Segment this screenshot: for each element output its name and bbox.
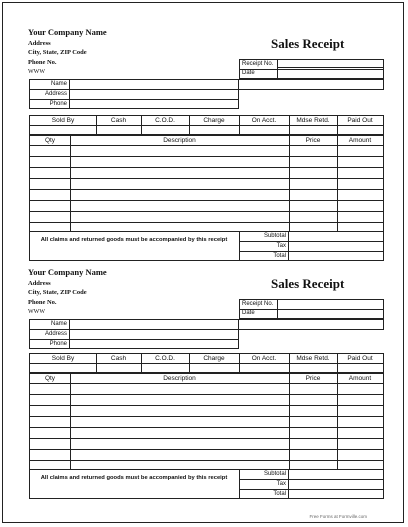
charge-header: Charge xyxy=(203,117,225,124)
company-address: Address xyxy=(28,40,51,47)
cod-header: C.O.D. xyxy=(155,355,175,362)
claims-text: All claims and returned goods must be accompanied by this receipt xyxy=(40,237,228,243)
company-web: WWW xyxy=(28,69,45,75)
date-label: Date xyxy=(242,310,255,316)
claims-text: All claims and returned goods must be accompanied by this receipt xyxy=(40,475,228,481)
company-name: Your Company Name xyxy=(28,27,107,37)
payment-table xyxy=(29,115,384,135)
qty-header: Qty xyxy=(44,375,56,382)
company-web: WWW xyxy=(28,309,45,315)
payment-table xyxy=(29,353,384,373)
customer-box xyxy=(29,319,239,349)
customer-address-label: Address xyxy=(44,331,67,337)
footer-credit: Free Forms at Formville.com xyxy=(309,514,367,519)
amount-header: Amount xyxy=(348,137,372,144)
amount-header: Amount xyxy=(348,375,372,382)
receipt-bottom xyxy=(3,243,405,501)
customer-address-label: Address xyxy=(44,91,67,97)
company-phone: Phone No. xyxy=(28,59,57,66)
receipt-title: Sales Receipt xyxy=(271,276,345,291)
on-account-header: On Acct. xyxy=(251,117,277,124)
paid-out-header: Paid Out xyxy=(347,117,373,124)
customer-phone-label: Phone xyxy=(49,101,67,107)
price-header: Price xyxy=(305,375,321,382)
customer-name-field-line[interactable] xyxy=(239,319,384,320)
price-header: Price xyxy=(305,137,321,144)
tax-label: Tax xyxy=(276,243,286,249)
receipt-info-box xyxy=(239,299,384,319)
right-border xyxy=(383,59,384,89)
total-label: Total xyxy=(273,253,286,259)
items-table xyxy=(29,135,384,232)
description-header: Description xyxy=(163,137,196,144)
cash-header: Cash xyxy=(110,117,127,124)
on-account-header: On Acct. xyxy=(251,355,277,362)
total-label: Total xyxy=(273,491,286,497)
sold-by-header: Sold By xyxy=(51,355,75,362)
items-table xyxy=(29,373,384,470)
merchandise-returned-header: Mdse Retd. xyxy=(296,355,330,362)
description-header: Description xyxy=(163,375,196,382)
receipt-no-field[interactable] xyxy=(277,67,383,68)
customer-name-label: Name xyxy=(50,321,67,327)
qty-header: Qty xyxy=(44,137,56,144)
customer-address-field-line[interactable] xyxy=(239,329,384,330)
receipt-top xyxy=(3,3,405,261)
customer-phone-label: Phone xyxy=(49,341,67,347)
customer-name-label: Name xyxy=(50,81,67,87)
subtotal-label: Subtotal xyxy=(263,471,286,477)
paid-out-header: Paid Out xyxy=(347,355,373,362)
date-label: Date xyxy=(242,70,255,76)
right-border xyxy=(383,299,384,329)
customer-box xyxy=(29,79,239,109)
receipt-no-label: Receipt No. xyxy=(242,301,274,307)
customer-name-field-line[interactable] xyxy=(239,79,384,80)
totals-box xyxy=(239,469,384,499)
company-address: Address xyxy=(28,280,51,287)
merchandise-returned-header: Mdse Retd. xyxy=(296,117,330,124)
sold-by-header: Sold By xyxy=(51,117,75,124)
company-phone: Phone No. xyxy=(28,299,57,306)
cash-header: Cash xyxy=(110,355,127,362)
subtotal-label: Subtotal xyxy=(263,233,286,239)
company-name: Your Company Name xyxy=(28,267,107,277)
company-city: City, State, ZIP Code xyxy=(28,289,87,296)
cod-header: C.O.D. xyxy=(155,117,175,124)
tax-label: Tax xyxy=(276,481,286,487)
company-city: City, State, ZIP Code xyxy=(28,49,87,56)
sales-receipt-form xyxy=(2,2,404,523)
receipt-no-label: Receipt No. xyxy=(242,61,274,67)
receipt-info-box xyxy=(239,59,384,79)
charge-header: Charge xyxy=(203,355,225,362)
customer-address-field-line[interactable] xyxy=(239,89,384,90)
receipt-title: Sales Receipt xyxy=(271,36,345,51)
